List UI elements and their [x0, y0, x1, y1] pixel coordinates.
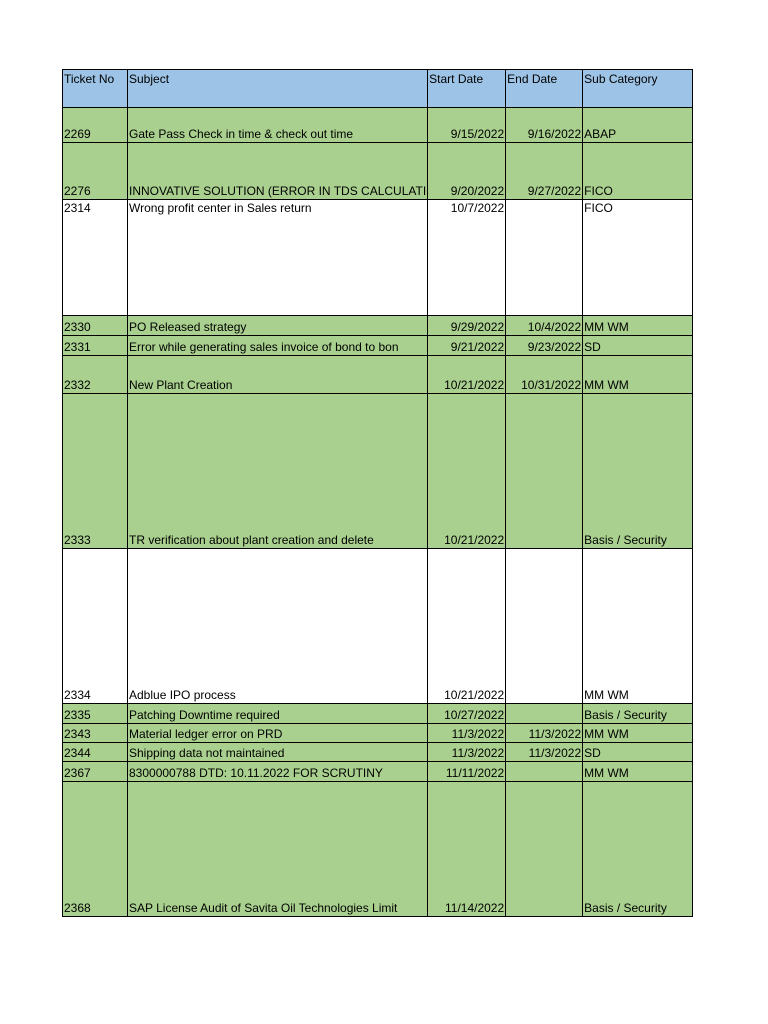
end-date-cell[interactable]: 10/31/2022: [506, 356, 583, 394]
category-cell[interactable]: FICO: [583, 200, 693, 316]
start-date-cell[interactable]: 10/21/2022: [428, 394, 506, 549]
category-cell[interactable]: MM WM: [583, 724, 693, 743]
category-cell[interactable]: Basis / Security: [583, 704, 693, 724]
start-date-cell[interactable]: 9/29/2022: [428, 316, 506, 336]
start-date-cell[interactable]: 11/3/2022: [428, 743, 506, 762]
table-row: [63, 200, 693, 316]
start-date-cell[interactable]: 10/21/2022: [428, 356, 506, 394]
ticket-cell[interactable]: 2344: [63, 743, 128, 762]
table-row: [63, 743, 693, 762]
table-row: [63, 356, 693, 394]
category-cell[interactable]: Basis / Security: [583, 394, 693, 549]
category-cell[interactable]: FICO: [583, 143, 693, 200]
ticket-cell[interactable]: 2334: [63, 549, 128, 704]
ticket-cell[interactable]: 2333: [63, 394, 128, 549]
table-row: [63, 394, 693, 549]
header-subject[interactable]: Subject: [128, 70, 428, 108]
subject-cell[interactable]: Material ledger error on PRD: [128, 724, 428, 743]
end-date-cell[interactable]: 11/3/2022: [506, 743, 583, 762]
subject-cell[interactable]: Adblue IPO process: [128, 549, 428, 704]
start-date-cell[interactable]: 10/27/2022: [428, 704, 506, 724]
ticket-cell[interactable]: 2276: [63, 143, 128, 200]
subject-cell[interactable]: Patching Downtime required: [128, 704, 428, 724]
end-date-cell[interactable]: [506, 762, 583, 782]
end-date-cell[interactable]: 9/27/2022: [506, 143, 583, 200]
ticket-cell[interactable]: 2331: [63, 336, 128, 356]
category-cell[interactable]: MM WM: [583, 549, 693, 704]
start-date-cell[interactable]: 9/20/2022: [428, 143, 506, 200]
end-date-cell[interactable]: 10/4/2022: [506, 316, 583, 336]
subject-cell[interactable]: SAP License Audit of Savita Oil Technologies Limit: [128, 782, 428, 917]
table-row: [63, 108, 693, 143]
ticket-cell[interactable]: 2314: [63, 200, 128, 316]
start-date-cell[interactable]: 11/3/2022: [428, 724, 506, 743]
start-date-cell[interactable]: 11/14/2022: [428, 782, 506, 917]
end-date-cell[interactable]: [506, 782, 583, 917]
header-start-date[interactable]: Start Date: [428, 70, 506, 108]
table-row: [63, 704, 693, 724]
header-end-date[interactable]: End Date: [506, 70, 583, 108]
start-date-cell[interactable]: 9/21/2022: [428, 336, 506, 356]
ticket-cell[interactable]: 2330: [63, 316, 128, 336]
table-row: [63, 336, 693, 356]
start-date-cell[interactable]: 10/7/2022: [428, 200, 506, 316]
category-cell[interactable]: MM WM: [583, 762, 693, 782]
ticket-cell[interactable]: 2367: [63, 762, 128, 782]
start-date-cell[interactable]: 10/21/2022: [428, 549, 506, 704]
category-cell[interactable]: MM WM: [583, 316, 693, 336]
header-sub-category[interactable]: Sub Category: [583, 70, 693, 108]
category-cell[interactable]: SD: [583, 336, 693, 356]
end-date-cell[interactable]: 9/23/2022: [506, 336, 583, 356]
end-date-cell[interactable]: 9/16/2022: [506, 108, 583, 143]
subject-cell[interactable]: Wrong profit center in Sales return: [128, 200, 428, 316]
table-row: [63, 762, 693, 782]
subject-cell[interactable]: Error while generating sales invoice of bond to bon: [128, 336, 428, 356]
header-ticket-no[interactable]: Ticket No: [63, 70, 128, 108]
end-date-cell[interactable]: [506, 704, 583, 724]
table-row: [63, 143, 693, 200]
subject-cell[interactable]: Shipping data not maintained: [128, 743, 428, 762]
start-date-cell[interactable]: 9/15/2022: [428, 108, 506, 143]
subject-cell[interactable]: 8300000788 DTD: 10.11.2022 FOR SCRUTINY: [128, 762, 428, 782]
ticket-cell[interactable]: 2335: [63, 704, 128, 724]
category-cell[interactable]: Basis / Security: [583, 782, 693, 917]
ticket-cell[interactable]: 2368: [63, 782, 128, 917]
table-row: [63, 316, 693, 336]
header-row: [63, 70, 693, 108]
end-date-cell[interactable]: [506, 394, 583, 549]
category-cell[interactable]: SD: [583, 743, 693, 762]
subject-cell[interactable]: PO Released strategy: [128, 316, 428, 336]
category-cell[interactable]: MM WM: [583, 356, 693, 394]
end-date-cell[interactable]: [506, 200, 583, 316]
subject-cell[interactable]: TR verification about plant creation and delete: [128, 394, 428, 549]
ticket-cell[interactable]: 2269: [63, 108, 128, 143]
table-row: [63, 549, 693, 704]
ticket-cell[interactable]: 2343: [63, 724, 128, 743]
ticket-table: [62, 69, 693, 917]
subject-cell[interactable]: INNOVATIVE SOLUTION (ERROR IN TDS CALCULATI: [128, 143, 428, 200]
start-date-cell[interactable]: 11/11/2022: [428, 762, 506, 782]
table-row: [63, 724, 693, 743]
end-date-cell[interactable]: 11/3/2022: [506, 724, 583, 743]
subject-cell[interactable]: Gate Pass Check in time & check out time: [128, 108, 428, 143]
category-cell[interactable]: ABAP: [583, 108, 693, 143]
subject-cell[interactable]: New Plant Creation: [128, 356, 428, 394]
end-date-cell[interactable]: [506, 549, 583, 704]
ticket-cell[interactable]: 2332: [63, 356, 128, 394]
table-row: [63, 782, 693, 917]
